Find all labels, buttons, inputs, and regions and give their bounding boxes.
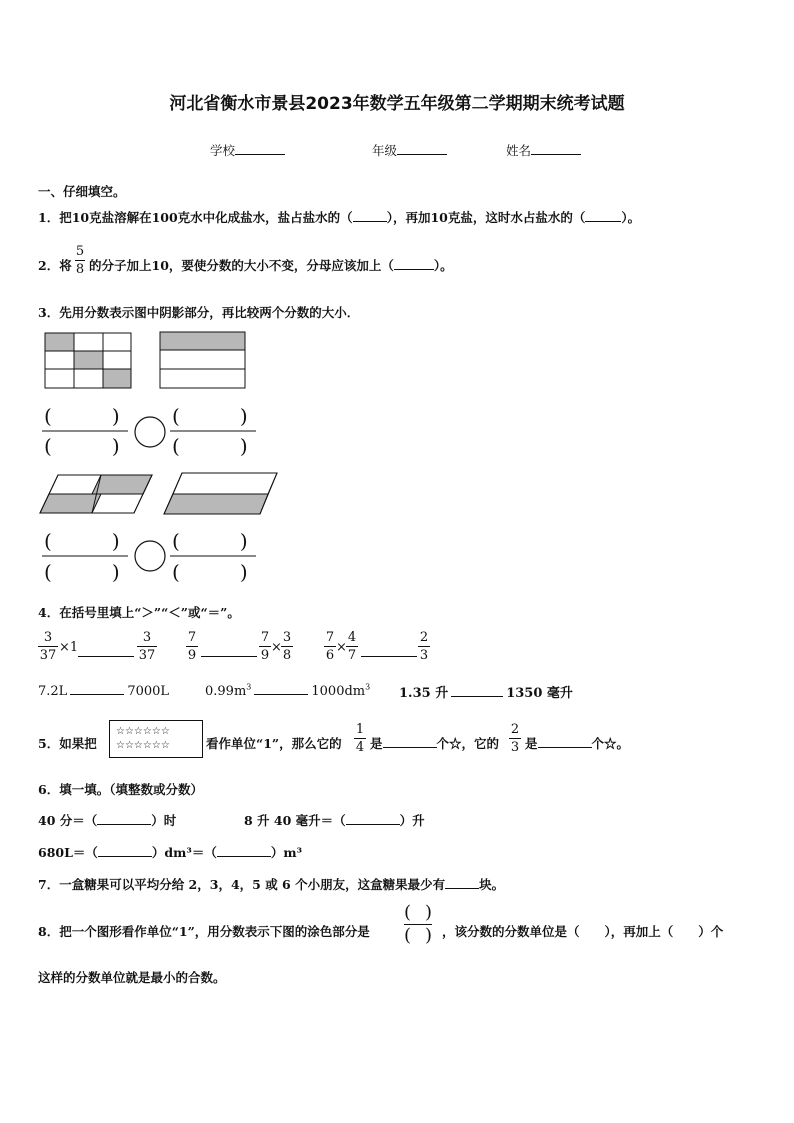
q4-op-1: ×1 xyxy=(59,640,79,655)
school-label: 学校 xyxy=(210,143,236,158)
grid-figure-2 xyxy=(160,332,245,388)
q6-item-b xyxy=(244,811,425,829)
parallelogram-figure-1 xyxy=(40,475,152,513)
q4-frac-7: 4 7 xyxy=(347,630,357,663)
q4-frac-2: 3 37 xyxy=(138,630,156,663)
q4-blank-3 xyxy=(361,656,417,657)
q2-text-a: 2．将 xyxy=(38,258,72,273)
q4-blank-6 xyxy=(451,684,503,697)
q6-c2: ）dm³＝（ xyxy=(151,845,217,860)
q8-text-a: 8．把一个图形看作单位“1”，用分数表示下图的涂色部分是 xyxy=(38,924,370,939)
q5-text-b: 看作单位“1”，那么它的 xyxy=(206,736,342,751)
q5-fraction-2: 2 3 xyxy=(510,722,520,755)
q4-frac-4: 7 9 xyxy=(260,630,270,663)
q7-text-a: 7．一盒糖果可以平均分给 2，3，4，5 或 6 个小朋友，这盒糖果最少有 xyxy=(38,877,446,892)
q4-a2: 7000L xyxy=(127,684,170,699)
page-title: 河北省衡水市景县2023年数学五年级第二学期期末统考试题 xyxy=(169,94,625,114)
q4-row2-c xyxy=(399,682,573,701)
q6-blank-2 xyxy=(346,812,400,825)
question-7 xyxy=(38,875,504,893)
q2-text-c: ）。 xyxy=(433,258,453,273)
question-6: 6．填一填。（填整数或分数） xyxy=(38,782,203,797)
q2-text-b1: 的分子加上10，要使分数的大小不变，分母应该加上（ xyxy=(89,258,394,273)
star-row-2: ☆☆☆☆☆☆ xyxy=(116,740,170,751)
q8-frac-top: ( ) xyxy=(404,902,433,923)
q5-text-c1: 是 xyxy=(370,736,383,751)
grid-figure-1 xyxy=(45,333,131,388)
grade-label: 年级 xyxy=(372,143,398,158)
q4-frac-1: 3 37 xyxy=(39,630,57,663)
q2-numerator: 5 xyxy=(75,244,85,259)
q5-blank-2 xyxy=(538,735,592,748)
q6-c3: ）m³ xyxy=(270,845,303,860)
q7-blank xyxy=(445,876,479,889)
q4-a1: 7.2L xyxy=(38,684,68,699)
parallelogram-figure-2 xyxy=(164,473,277,514)
compare-circle-1 xyxy=(135,417,165,447)
q4-op-2: × xyxy=(271,640,282,655)
q4-frac-3: 7 9 xyxy=(187,630,197,663)
q8-text-b: ，该分数的分数单位是（ ），再加上（ ）个 xyxy=(442,924,724,939)
q5-text-c xyxy=(370,734,499,752)
q1-text-a: 1．把10克盐溶解在100克水中化成盐水，盐占盐水的（ xyxy=(38,210,353,225)
q6-blank-4 xyxy=(217,844,271,857)
q4-blank-1 xyxy=(78,656,134,657)
question-4: 4．在括号里填上“＞”“＜”或“＝”。 xyxy=(38,605,240,620)
q4-frac-8: 2 3 xyxy=(419,630,429,663)
q3-paren-4b: ( ) xyxy=(172,560,248,584)
q6-b2: ）升 xyxy=(399,813,425,828)
q3-paren-2b: ( ) xyxy=(172,434,248,458)
question-3: 3．先用分数表示图中阴影部分，再比较两个分数的大小． xyxy=(38,305,360,320)
section-heading: 一、仔细填空。 xyxy=(38,184,126,199)
q8-fraction-blank xyxy=(404,903,432,946)
q6-c1: 680L＝（ xyxy=(38,845,98,860)
q3-paren-1b: ( ) xyxy=(44,434,120,458)
q5-fraction-1: 1 4 xyxy=(355,722,365,755)
q6-item-a xyxy=(38,811,176,829)
q1-text-c: ）。 xyxy=(621,210,641,225)
q4-b2: 1000dm xyxy=(311,684,366,699)
star-box xyxy=(109,720,203,758)
q7-text-b: 块。 xyxy=(479,877,505,892)
q4-c2: 1350 毫升 xyxy=(506,686,573,701)
q3-paren-4a: ( ) xyxy=(172,529,248,553)
star-row-1: ☆☆☆☆☆☆ xyxy=(116,726,170,737)
q5-text-a: 5．如果把 xyxy=(38,736,97,751)
q3-paren-2a: ( ) xyxy=(172,404,248,428)
q4-frac-6: 7 6 xyxy=(325,630,335,663)
q5-blank-1 xyxy=(383,735,437,748)
q4-row2-a xyxy=(38,682,169,699)
q6-a1: 40 分＝（ xyxy=(38,813,98,828)
q1-text-b: ），再加10克盐，这时水占盐水的（ xyxy=(386,210,586,225)
q4-op-3: × xyxy=(336,640,347,655)
q4-c1: 1.35 升 xyxy=(399,686,449,701)
q5-text-d1: 是 xyxy=(525,736,538,751)
q4-row2-b xyxy=(205,682,370,699)
q4-b1: 0.99m xyxy=(205,684,247,699)
q6-blank-1 xyxy=(97,812,151,825)
q4-blank-2 xyxy=(201,656,257,657)
q5-text-d xyxy=(525,734,629,752)
q4-b1-exp: 3 xyxy=(246,682,252,692)
q8-text-c: 这样的分数单位就是最小的合数。 xyxy=(38,970,226,985)
q3-paren-3a: ( ) xyxy=(44,529,120,553)
q4-frac-5: 3 8 xyxy=(282,630,292,663)
q4-blank-5 xyxy=(254,682,308,695)
q2-denominator: 8 xyxy=(75,262,85,277)
q6-blank-3 xyxy=(98,844,152,857)
q6-item-c xyxy=(38,843,302,861)
q5-text-c2: 个☆，它的 xyxy=(436,736,500,751)
q6-b1: 8 升 40 毫升＝（ xyxy=(244,813,346,828)
q5-text-d2: 个☆。 xyxy=(591,736,630,751)
q3-paren-1a: ( ) xyxy=(44,404,120,428)
q8-frac-bottom: ( ) xyxy=(404,925,433,946)
compare-circle-2 xyxy=(135,541,165,571)
q4-b2-exp: 3 xyxy=(365,682,371,692)
q6-a2: ）时 xyxy=(151,813,177,828)
name-label: 姓名 xyxy=(506,143,532,158)
q3-paren-3b: ( ) xyxy=(44,560,120,584)
q4-blank-4 xyxy=(70,682,124,695)
